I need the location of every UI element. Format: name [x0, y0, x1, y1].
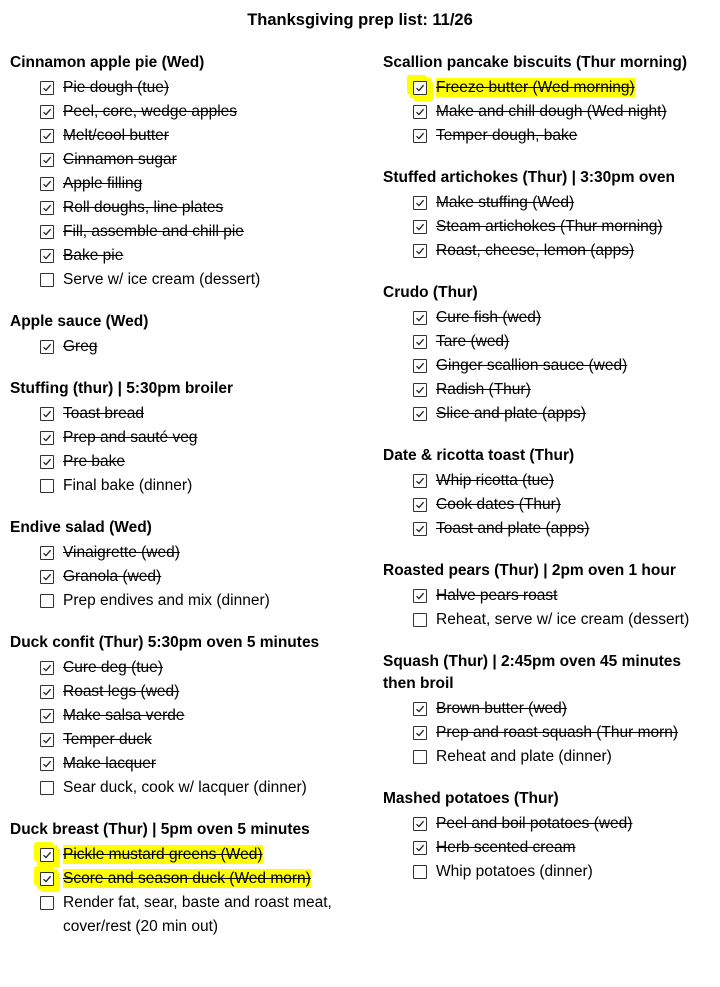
checked-checkbox-icon[interactable] [413, 335, 427, 349]
checked-checkbox-icon[interactable] [413, 589, 427, 603]
checked-checkbox-icon[interactable] [40, 685, 54, 699]
checklist-item [383, 721, 713, 745]
checked-checkbox-icon[interactable] [40, 570, 54, 584]
checklist-item-label: Cure deg (tue) [63, 659, 163, 676]
checklist-item [10, 541, 350, 565]
section-title: Scallion pancake biscuits (Thur morning) [383, 54, 688, 71]
unchecked-checkbox-icon[interactable] [40, 781, 54, 795]
section-cinnamon-apple-pie-wed [10, 52, 350, 292]
unchecked-checkbox-icon[interactable] [40, 896, 54, 910]
checklist-item-label: Radish (Thur) [436, 381, 531, 398]
checked-checkbox-icon[interactable] [40, 105, 54, 119]
checklist-item [10, 565, 350, 589]
checklist-item-label: Granola (wed) [63, 568, 162, 585]
checklist-item-label: Pickle mustard greens (Wed) [63, 846, 263, 863]
checklist-item-label: Melt/cool butter [63, 127, 169, 144]
section-title: Endive salad (Wed) [10, 519, 152, 536]
checklist-item [10, 891, 350, 939]
checklist-item-label: Render fat, sear, baste and roast meat, cover/rest (20 min out) [63, 894, 332, 935]
checklist-item [10, 426, 350, 450]
section-duck-breast-thur-5pm-oven-5-minutes [10, 819, 350, 939]
checked-checkbox-icon[interactable] [413, 522, 427, 536]
checked-checkbox-icon[interactable] [413, 407, 427, 421]
checklist-item-label: Temper dough, bake [436, 127, 578, 144]
checklist-item-label: Pre bake [63, 453, 126, 470]
checklist-item-label: Make lacquer [63, 755, 157, 772]
section-title: Cinnamon apple pie (Wed) [10, 54, 205, 71]
section-scallion-pancake-biscuits-thur-morning [383, 52, 713, 148]
checklist-item [10, 244, 350, 268]
checklist-item [383, 469, 713, 493]
checklist-item-label: Vinaigrette (wed) [63, 544, 180, 561]
checked-checkbox-icon[interactable] [413, 244, 427, 258]
checklist-item-label: Cook dates (Thur) [436, 496, 561, 513]
checklist-item [10, 656, 350, 680]
checklist-item [383, 745, 713, 769]
checked-checkbox-icon[interactable] [40, 661, 54, 675]
checked-checkbox-icon[interactable] [40, 546, 54, 560]
unchecked-checkbox-icon[interactable] [413, 750, 427, 764]
checklist-item [10, 680, 350, 704]
checklist-item-label: Reheat and plate (dinner) [436, 748, 612, 765]
checklist-item [10, 124, 350, 148]
checklist-item [383, 330, 713, 354]
section-title: Apple sauce (Wed) [10, 313, 149, 330]
unchecked-checkbox-icon[interactable] [413, 613, 427, 627]
checked-checkbox-icon[interactable] [413, 196, 427, 210]
checked-checkbox-icon[interactable] [413, 702, 427, 716]
checklist-item [383, 306, 713, 330]
checklist-item [10, 589, 350, 613]
section-stuffing-thur-5-30pm-broiler [10, 378, 350, 498]
checklist-item-label: Tare (wed) [436, 333, 510, 350]
checklist-item-label: Ginger scallion sauce (wed) [436, 357, 628, 374]
checklist-item-label: Prep and roast squash (Thur morn) [436, 724, 679, 741]
checklist-item [383, 402, 713, 426]
checklist-item [383, 697, 713, 721]
checklist-item-label: Apple filling [63, 175, 143, 192]
checklist-item [10, 474, 350, 498]
checklist-item-label: Whip potatoes (dinner) [436, 863, 593, 880]
section-title: Duck confit (Thur) 5:30pm oven 5 minutes [10, 634, 320, 651]
checklist-item [383, 378, 713, 402]
checklist-item-label: Make salsa verde [63, 707, 185, 724]
section-title: Duck breast (Thur) | 5pm oven 5 minutes [10, 821, 310, 838]
checklist-item-label: Toast and plate (apps) [436, 520, 590, 537]
unchecked-checkbox-icon[interactable] [413, 865, 427, 879]
checklist-item [10, 843, 350, 867]
checklist-item-label: Bake pie [63, 247, 124, 264]
checklist-item [383, 860, 713, 884]
checked-checkbox-icon[interactable] [413, 105, 427, 119]
unchecked-checkbox-icon[interactable] [40, 479, 54, 493]
checked-checkbox-icon[interactable] [40, 872, 54, 886]
checklist-item-label: Toast bread [63, 405, 144, 422]
checklist-item-label: Prep and sauté veg [63, 429, 198, 446]
checked-checkbox-icon[interactable] [40, 201, 54, 215]
checked-checkbox-icon[interactable] [40, 709, 54, 723]
checklist-item-label: Cinnamon sugar [63, 151, 177, 168]
checklist-item [383, 493, 713, 517]
checked-checkbox-icon[interactable] [413, 383, 427, 397]
section-mashed-potatoes-thur [383, 788, 713, 884]
checklist-item-label: Cure fish (wed) [436, 309, 542, 326]
checklist-item-label: Roll doughs, line plates [63, 199, 224, 216]
checked-checkbox-icon[interactable] [40, 153, 54, 167]
checklist-item [383, 354, 713, 378]
checked-checkbox-icon[interactable] [40, 431, 54, 445]
checklist-item-label: Halve pears roast [436, 587, 558, 604]
section-title: Stuffing (thur) | 5:30pm broiler [10, 380, 234, 397]
checklist-item [10, 728, 350, 752]
section-title: Roasted pears (Thur) | 2pm oven 1 hour [383, 562, 676, 579]
checklist-item [383, 76, 713, 100]
checked-checkbox-icon[interactable] [413, 474, 427, 488]
checklist-item [10, 220, 350, 244]
checked-checkbox-icon[interactable] [413, 129, 427, 143]
checklist-item-label: Whip ricotta (tue) [436, 472, 555, 489]
checklist-item-label: Roast, cheese, lemon (apps) [436, 242, 635, 259]
checklist-item-label: Temper duck [63, 731, 152, 748]
checked-checkbox-icon[interactable] [40, 340, 54, 354]
checklist-item-label: Roast legs (wed) [63, 683, 180, 700]
checklist-item [383, 517, 713, 541]
checklist-item [383, 124, 713, 148]
checked-checkbox-icon[interactable] [40, 407, 54, 421]
checked-checkbox-icon[interactable] [413, 81, 427, 95]
section-stuffed-artichokes-thur-3-30pm-oven [383, 167, 713, 263]
checked-checkbox-icon[interactable] [40, 129, 54, 143]
checklist-item-label: Peel and boil potatoes (wed) [436, 815, 633, 832]
checklist-item-label: Sear duck, cook w/ lacquer (dinner) [63, 779, 307, 796]
checked-checkbox-icon[interactable] [40, 848, 54, 862]
unchecked-checkbox-icon[interactable] [40, 594, 54, 608]
checklist-item-label: Prep endives and mix (dinner) [63, 592, 270, 609]
checklist-item [383, 191, 713, 215]
checklist-item [10, 402, 350, 426]
checklist-item [383, 100, 713, 124]
section-title: Squash (Thur) | 2:45pm oven 45 minutes then broil [383, 653, 682, 692]
checklist-item-label: Make stuffing (Wed) [436, 194, 575, 211]
checklist-item [383, 608, 713, 632]
checklist-item [10, 100, 350, 124]
section-duck-confit-thur-5-30pm-oven-5-minutes [10, 632, 350, 800]
right-column [383, 52, 713, 903]
checked-checkbox-icon[interactable] [40, 225, 54, 239]
checklist-item-label: Freeze butter (Wed morning) [436, 79, 635, 96]
page-title: Thanksgiving prep list: 11/26 [247, 11, 473, 29]
checked-checkbox-icon[interactable] [40, 733, 54, 747]
checklist-item-label: Score and season duck (Wed morn) [63, 870, 311, 887]
checklist-item [383, 812, 713, 836]
checklist-item [10, 867, 350, 891]
section-squash-thur-2-45pm-oven-45-minutes-then- [383, 651, 713, 769]
section-endive-salad-wed [10, 517, 350, 613]
checklist-item [383, 836, 713, 860]
unchecked-checkbox-icon[interactable] [40, 273, 54, 287]
section-title: Stuffed artichokes (Thur) | 3:30pm oven [383, 169, 675, 186]
checklist-item [383, 584, 713, 608]
section-title: Date & ricotta toast (Thur) [383, 447, 575, 464]
checklist-item-label: Final bake (dinner) [63, 477, 193, 494]
section-title: Crudo (Thur) [383, 284, 478, 301]
checked-checkbox-icon[interactable] [413, 817, 427, 831]
checklist-item [10, 148, 350, 172]
checklist-item-label: Make and chill dough (Wed night) [436, 103, 667, 120]
checklist-item [10, 776, 350, 800]
checked-checkbox-icon[interactable] [40, 81, 54, 95]
checked-checkbox-icon[interactable] [413, 311, 427, 325]
checklist-item [10, 752, 350, 776]
left-column [10, 52, 350, 958]
section-roasted-pears-thur-2pm-oven-1-hour [383, 560, 713, 632]
section-date-ricotta-toast-thur [383, 445, 713, 541]
checklist-item [383, 215, 713, 239]
checked-checkbox-icon[interactable] [413, 359, 427, 373]
checklist-item-label: Steam artichokes (Thur morning) [436, 218, 663, 235]
section-apple-sauce-wed [10, 311, 350, 359]
checked-checkbox-icon[interactable] [40, 455, 54, 469]
checklist-item-label: Fill, assemble and chill pie [63, 223, 244, 240]
checked-checkbox-icon[interactable] [413, 726, 427, 740]
checklist-item [10, 704, 350, 728]
checklist-item [383, 239, 713, 263]
checked-checkbox-icon[interactable] [413, 841, 427, 855]
checklist-item [10, 268, 350, 292]
checklist-item [10, 335, 350, 359]
checklist-item-label: Pie dough (tue) [63, 79, 169, 96]
checklist-item-label: Serve w/ ice cream (dessert) [63, 271, 261, 288]
checklist-item-label: Peel, core, wedge apples [63, 103, 238, 120]
checked-checkbox-icon[interactable] [413, 220, 427, 234]
checked-checkbox-icon[interactable] [40, 757, 54, 771]
checklist-item-label: Slice and plate (apps) [436, 405, 586, 422]
checklist-item-label: Reheat, serve w/ ice cream (dessert) [436, 611, 690, 628]
checklist-item-label: Greg [63, 338, 98, 355]
checklist-item-label: Herb scented cream [436, 839, 576, 856]
checklist-item [10, 450, 350, 474]
checklist-item [10, 76, 350, 100]
section-crudo-thur [383, 282, 713, 426]
section-title: Mashed potatoes (Thur) [383, 790, 559, 807]
checklist-item [10, 172, 350, 196]
checked-checkbox-icon[interactable] [40, 249, 54, 263]
checklist-item [10, 196, 350, 220]
checked-checkbox-icon[interactable] [413, 498, 427, 512]
checklist-item-label: Brown butter (wed) [436, 700, 567, 717]
checked-checkbox-icon[interactable] [40, 177, 54, 191]
